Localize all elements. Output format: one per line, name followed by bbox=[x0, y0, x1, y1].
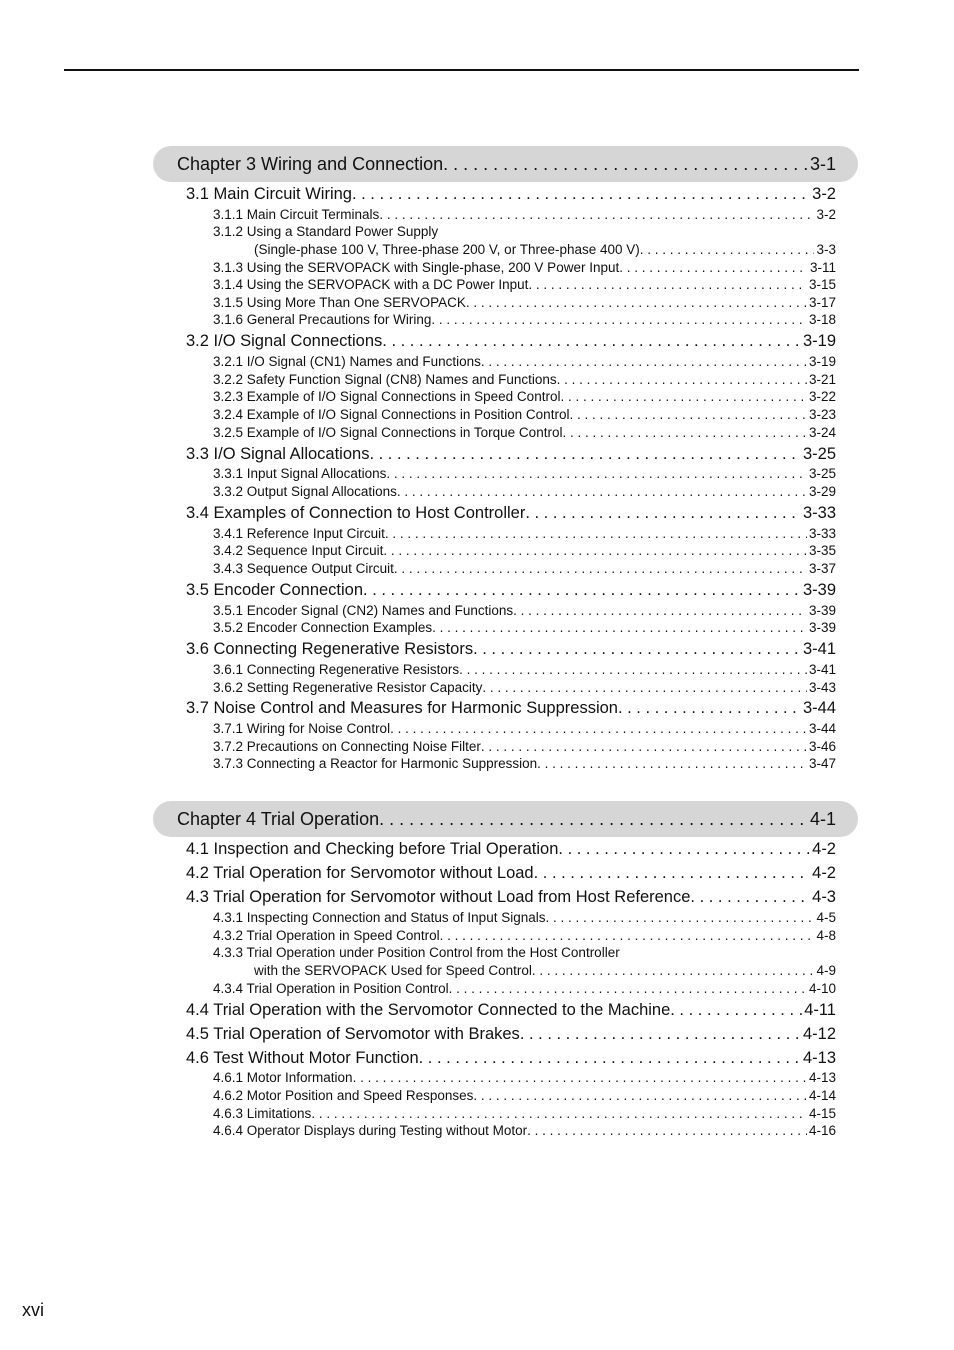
toc-entry-title: 3.7.1 Wiring for Noise Control bbox=[213, 721, 391, 736]
dot-leader bbox=[525, 503, 801, 523]
toc-entry-title: 4.1 Inspection and Checking before Trial Operation bbox=[186, 840, 559, 858]
toc-subsection-entry[interactable] bbox=[213, 720, 836, 737]
toc-entry-page: 4-2 bbox=[812, 840, 836, 858]
dot-leader bbox=[690, 887, 810, 907]
toc-entry-page: 3-37 bbox=[808, 561, 836, 576]
toc-entry-page: 3-2 bbox=[816, 207, 836, 222]
toc-entry-page: 3-39 bbox=[808, 603, 836, 618]
dot-leader bbox=[394, 560, 807, 577]
dot-leader bbox=[443, 153, 808, 175]
toc-entry-page: 4-2 bbox=[812, 864, 836, 882]
toc-subsection-entry[interactable] bbox=[213, 525, 836, 542]
toc-subsection-entry[interactable] bbox=[213, 738, 836, 755]
toc-entry-page: 3-23 bbox=[808, 407, 836, 422]
toc-entry-page: 3-41 bbox=[808, 662, 836, 677]
toc-subsection-entry[interactable] bbox=[213, 353, 836, 370]
dot-leader bbox=[569, 406, 807, 423]
dot-leader bbox=[619, 259, 808, 276]
toc-section-entry[interactable] bbox=[186, 580, 836, 600]
dot-leader bbox=[390, 720, 807, 737]
toc-entry-page: 4-9 bbox=[816, 963, 836, 978]
toc-entry-page: 4-8 bbox=[816, 928, 836, 943]
dot-leader bbox=[481, 353, 807, 370]
toc-section-entry[interactable] bbox=[186, 698, 836, 718]
page-number: xvi bbox=[22, 1300, 44, 1320]
toc-entry-title: 3.2 I/O Signal Connections bbox=[186, 332, 383, 350]
toc-subsection-entry[interactable] bbox=[254, 962, 836, 979]
toc-entry-page: 4-5 bbox=[816, 910, 836, 925]
toc-subsection-entry[interactable] bbox=[213, 1069, 836, 1086]
toc-entry-title: 3.1.2 Using a Standard Power Supply bbox=[213, 224, 439, 239]
toc-subsection-entry[interactable] bbox=[213, 980, 836, 997]
toc-entry-title: 3.1.5 Using More Than One SERVOPACK bbox=[213, 295, 466, 310]
toc-section-entry[interactable] bbox=[186, 503, 836, 523]
toc-entry-page: 3-43 bbox=[808, 680, 836, 695]
toc-section-entry[interactable] bbox=[186, 331, 836, 351]
toc-entry-title: 3.4.2 Sequence Input Circuit bbox=[213, 543, 384, 558]
toc-entry-page: 3-25 bbox=[802, 445, 836, 463]
dot-leader bbox=[353, 1069, 807, 1086]
toc-section-entry[interactable] bbox=[186, 184, 836, 204]
toc-section-entry[interactable] bbox=[186, 639, 836, 659]
dot-leader bbox=[482, 679, 807, 696]
toc-subsection-entry[interactable] bbox=[213, 424, 836, 441]
dot-leader bbox=[473, 639, 801, 659]
toc-entry-page: 3-18 bbox=[808, 312, 836, 327]
toc-entry-title: 3.7 Noise Control and Measures for Harmonic Suppression bbox=[186, 699, 618, 717]
toc-entry-page: 3-1 bbox=[809, 154, 836, 174]
toc-entry-page: 3-44 bbox=[802, 699, 836, 717]
dot-leader bbox=[382, 331, 801, 351]
toc-entry-title: 3.3.2 Output Signal Allocations bbox=[213, 484, 397, 499]
toc-entry-title: 3.2.5 Example of I/O Signal Connections in Torque Control bbox=[213, 425, 563, 440]
dot-leader bbox=[419, 1048, 801, 1068]
toc-entry-title: 4.5 Trial Operation of Servomotor with Brakes bbox=[186, 1025, 520, 1043]
toc-subsection-entry[interactable] bbox=[213, 388, 836, 405]
toc-subsection-entry[interactable] bbox=[213, 542, 836, 559]
toc-section-entry[interactable] bbox=[186, 839, 836, 859]
dot-leader bbox=[473, 1087, 807, 1104]
toc-section-entry[interactable] bbox=[186, 887, 836, 907]
header-rule bbox=[64, 69, 859, 71]
toc-entry-title: 3.7.3 Connecting a Reactor for Harmonic Suppression bbox=[213, 756, 538, 771]
dot-leader bbox=[532, 962, 815, 979]
toc-entry-page: 3-19 bbox=[802, 332, 836, 350]
toc-entry-page: 3-15 bbox=[808, 277, 836, 292]
toc-entry-page: 4-12 bbox=[802, 1025, 836, 1043]
toc-entry-page: 4-10 bbox=[808, 981, 836, 996]
toc-subsection-entry[interactable] bbox=[213, 661, 836, 678]
toc-entry-page: 4-15 bbox=[808, 1106, 836, 1121]
toc-subsection-entry[interactable] bbox=[213, 755, 836, 772]
toc-entry-page: 3-2 bbox=[812, 185, 836, 203]
toc-entry-title: 3.6.2 Setting Regenerative Resistor Capacity bbox=[213, 680, 483, 695]
toc-subsection-entry[interactable] bbox=[213, 206, 836, 223]
toc-entry-page: 3-24 bbox=[808, 425, 836, 440]
toc-entry-page: 4-1 bbox=[809, 809, 836, 829]
toc-entry-title: 3.5.2 Encoder Connection Examples bbox=[213, 620, 433, 635]
dot-leader bbox=[363, 580, 801, 600]
toc-subsection-entry[interactable] bbox=[213, 619, 836, 636]
toc-entry-title: 3.2.4 Example of I/O Signal Connections in Position Control bbox=[213, 407, 570, 422]
toc-entry-page: 3-21 bbox=[808, 372, 836, 387]
dot-leader bbox=[449, 980, 807, 997]
toc-entry-title: 4.6 Test Without Motor Function bbox=[186, 1049, 419, 1067]
dot-leader bbox=[379, 206, 814, 223]
dot-leader bbox=[640, 241, 815, 258]
dot-leader bbox=[545, 909, 814, 926]
toc-entry-page: 3-33 bbox=[802, 504, 836, 522]
dot-leader bbox=[311, 1105, 807, 1122]
dot-leader bbox=[557, 371, 807, 388]
toc-entry-page: 3-35 bbox=[808, 543, 836, 558]
toc-entry-page: 3-39 bbox=[808, 620, 836, 635]
dot-leader bbox=[397, 483, 807, 500]
toc-subsection-entry[interactable] bbox=[213, 560, 836, 577]
toc-subsection-entry[interactable] bbox=[213, 276, 836, 293]
toc-entry-title: 3.4.1 Reference Input Circuit bbox=[213, 526, 385, 541]
toc-entry-page: 4-16 bbox=[808, 1123, 836, 1138]
toc-entry-page: 3-41 bbox=[802, 640, 836, 658]
toc-entry-title: 3.1.3 Using the SERVOPACK with Single-phase, 200 V Power Input bbox=[213, 260, 620, 275]
dot-leader bbox=[432, 619, 807, 636]
toc-subsection-entry[interactable] bbox=[213, 927, 836, 944]
toc-entry-title: 3.5 Encoder Connection bbox=[186, 581, 364, 599]
toc-entry-title: (Single-phase 100 V, Three-phase 200 V, or Three-phase 400 V) bbox=[254, 242, 640, 257]
dot-leader bbox=[431, 311, 807, 328]
toc-subsection-entry[interactable] bbox=[254, 241, 836, 258]
toc-entry-title: 4.3.1 Inspecting Connection and Status of Input Signals bbox=[213, 910, 546, 925]
dot-leader bbox=[527, 1122, 807, 1139]
toc-entry-title: 3.7.2 Precautions on Connecting Noise Filter bbox=[213, 739, 481, 754]
toc-entry-title: 4.3.4 Trial Operation in Position Control bbox=[213, 981, 449, 996]
dot-leader bbox=[558, 839, 810, 859]
dot-leader bbox=[459, 661, 807, 678]
toc-subsection-entry[interactable] bbox=[213, 406, 836, 423]
toc-entry-title: 3.1.1 Main Circuit Terminals bbox=[213, 207, 380, 222]
dot-leader bbox=[528, 276, 807, 293]
toc-entry-title: 4.6.2 Motor Position and Speed Responses bbox=[213, 1088, 474, 1103]
toc-entry-page: 4-11 bbox=[804, 1001, 836, 1019]
toc-subsection-entry[interactable] bbox=[213, 909, 836, 926]
toc-entry-page: 3-22 bbox=[808, 389, 836, 404]
toc-entry-page: 3-39 bbox=[802, 581, 836, 599]
dot-leader bbox=[562, 424, 807, 441]
toc-section-entry[interactable] bbox=[186, 863, 836, 883]
dot-leader bbox=[379, 808, 808, 830]
dot-leader bbox=[440, 927, 815, 944]
toc-subsection-entry[interactable] bbox=[213, 1122, 836, 1139]
toc-entry-title: 3.4 Examples of Connection to Host Controller bbox=[186, 504, 526, 522]
toc-chapter-entry[interactable] bbox=[177, 153, 836, 175]
toc-entry-title: 3.4.3 Sequence Output Circuit bbox=[213, 561, 394, 576]
dot-leader bbox=[537, 755, 807, 772]
toc-entry-title: 3.1.4 Using the SERVOPACK with a DC Power Input bbox=[213, 277, 529, 292]
toc-entry-title: 3.3 I/O Signal Allocations bbox=[186, 445, 370, 463]
toc-chapter-entry[interactable] bbox=[177, 808, 836, 830]
toc-entry-title: 4.2 Trial Operation for Servomotor without Load bbox=[186, 864, 534, 882]
toc-entry-page: 3-46 bbox=[808, 739, 836, 754]
toc-entry-title: 3.6 Connecting Regenerative Resistors bbox=[186, 640, 474, 658]
toc-entry-page: 3-25 bbox=[808, 466, 836, 481]
dot-leader bbox=[560, 388, 807, 405]
toc-subsection-entry[interactable] bbox=[213, 294, 836, 311]
dot-leader bbox=[385, 525, 807, 542]
dot-leader bbox=[534, 863, 811, 883]
toc-entry-title: Chapter 3 Wiring and Connection bbox=[177, 154, 444, 174]
toc-section-entry[interactable] bbox=[186, 1000, 836, 1020]
toc-subsection-entry[interactable] bbox=[213, 259, 836, 276]
dot-leader bbox=[618, 698, 801, 718]
dot-leader bbox=[386, 465, 807, 482]
toc-section-entry[interactable] bbox=[186, 444, 836, 464]
dot-leader bbox=[369, 444, 801, 464]
toc-entry-title: 4.6.4 Operator Displays during Testing without Motor bbox=[213, 1123, 528, 1138]
dot-leader bbox=[466, 294, 807, 311]
toc-subsection-entry[interactable] bbox=[213, 371, 836, 388]
toc-section-entry[interactable] bbox=[186, 1048, 836, 1068]
toc-entry-title: 3.3.1 Input Signal Allocations bbox=[213, 466, 387, 481]
toc-entry-title: 4.6.1 Motor Information bbox=[213, 1070, 353, 1085]
toc-entry-page: 3-33 bbox=[808, 526, 836, 541]
toc-entry-page: 4-3 bbox=[812, 888, 836, 906]
toc-entry-title: 4.6.3 Limitations bbox=[213, 1106, 312, 1121]
toc-entry-title: with the SERVOPACK Used for Speed Control bbox=[254, 963, 532, 978]
toc-entry-title: 3.2.3 Example of I/O Signal Connections in Speed Control bbox=[213, 389, 561, 404]
toc-entry-page: 3-19 bbox=[808, 354, 836, 369]
dot-leader bbox=[513, 602, 807, 619]
dot-leader bbox=[520, 1024, 801, 1044]
toc-subsection-entry[interactable] bbox=[213, 465, 836, 482]
dot-leader bbox=[383, 542, 807, 559]
toc-entry-page: 4-14 bbox=[808, 1088, 836, 1103]
toc-entry-page: 4-13 bbox=[802, 1049, 836, 1067]
toc-entry-page: 3-3 bbox=[816, 242, 836, 257]
toc-subsection-entry[interactable] bbox=[213, 1105, 836, 1122]
dot-leader bbox=[481, 738, 807, 755]
toc-entry-title: Chapter 4 Trial Operation bbox=[177, 809, 380, 829]
toc-entry-page: 3-47 bbox=[808, 756, 836, 771]
dot-leader bbox=[670, 1000, 802, 1020]
toc-subsection-entry[interactable] bbox=[213, 483, 836, 500]
toc-entry-page: 3-44 bbox=[808, 721, 836, 736]
toc-entry-page: 3-11 bbox=[809, 260, 836, 275]
toc-entry-title: 3.2.1 I/O Signal (CN1) Names and Functions bbox=[213, 354, 481, 369]
toc-section-entry[interactable] bbox=[186, 1024, 836, 1044]
toc-entry-title: 4.4 Trial Operation with the Servomotor Connected to the Machine bbox=[186, 1001, 671, 1019]
dot-leader bbox=[352, 184, 810, 204]
toc-entry-title: 4.3.3 Trial Operation under Position Control from the Host Controller bbox=[213, 945, 620, 960]
toc-subsection-entry[interactable] bbox=[213, 1087, 836, 1104]
toc-subsection-entry[interactable] bbox=[213, 679, 836, 696]
toc-entry-page: 4-13 bbox=[808, 1070, 836, 1085]
toc-entry-title: 3.1.6 General Precautions for Wiring bbox=[213, 312, 432, 327]
toc-subsection-entry[interactable] bbox=[213, 602, 836, 619]
toc-entry-title: 3.6.1 Connecting Regenerative Resistors bbox=[213, 662, 460, 677]
toc-entry-title: 3.1 Main Circuit Wiring bbox=[186, 185, 352, 203]
toc-entry-title: 4.3 Trial Operation for Servomotor without Load from Host Reference bbox=[186, 888, 691, 906]
toc-entry-title: 3.5.1 Encoder Signal (CN2) Names and Functions bbox=[213, 603, 514, 618]
toc-subsection-entry[interactable] bbox=[213, 311, 836, 328]
toc-entry-page: 3-17 bbox=[808, 295, 836, 310]
toc-entry-title: 4.3.2 Trial Operation in Speed Control bbox=[213, 928, 440, 943]
toc-entry-title: 3.2.2 Safety Function Signal (CN8) Names and Functions bbox=[213, 372, 557, 387]
toc-entry-page: 3-29 bbox=[808, 484, 836, 499]
